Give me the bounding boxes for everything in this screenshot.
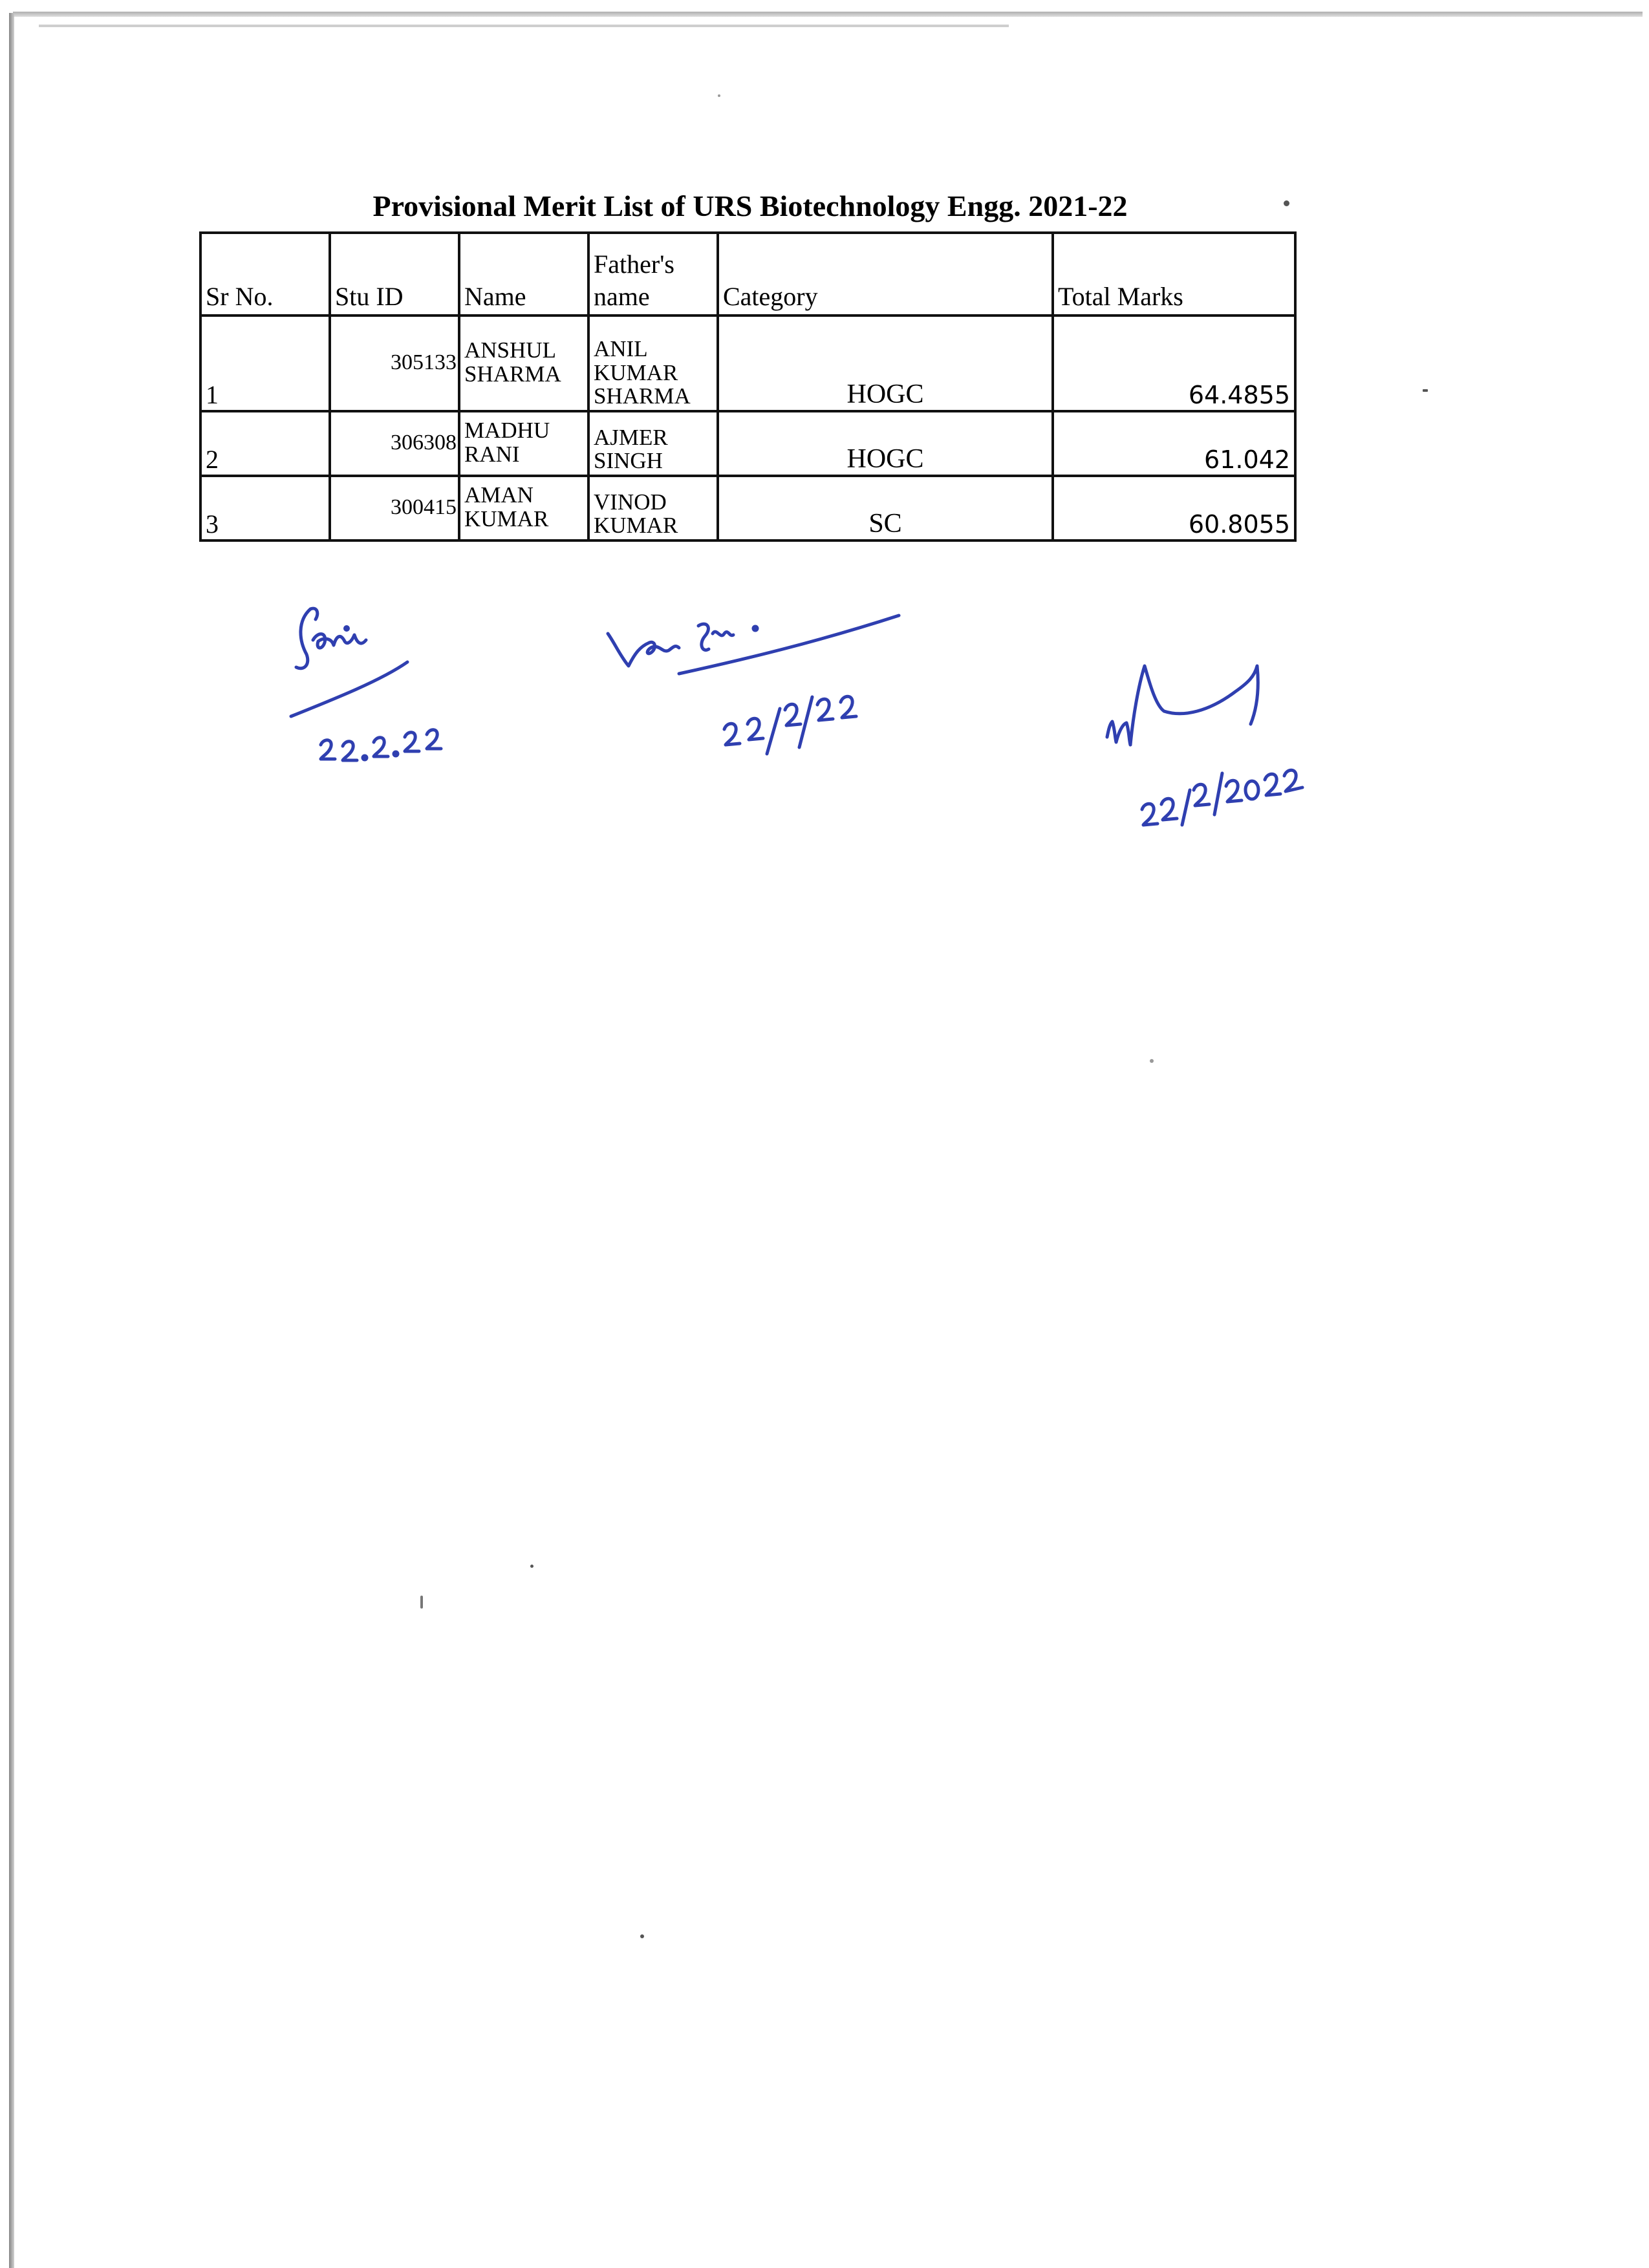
signature-3-drawing (1093, 640, 1352, 834)
merit-list-table (199, 231, 1297, 542)
signature-3 (1093, 640, 1352, 834)
cell-sr-no: 2 (200, 411, 330, 476)
cell-name-line: MADHU (464, 418, 550, 444)
cell-fathers-name (588, 476, 718, 540)
cell-name-line: KUMAR (464, 506, 549, 531)
signature-2 (601, 595, 905, 763)
header-sr-no: Sr No. (200, 233, 330, 316)
cell-name (459, 476, 588, 540)
cell-fathers-name (588, 316, 718, 411)
signature-1-drawing (285, 595, 479, 789)
cell-fathers-name-line: KUMAR (594, 359, 678, 385)
table-row (200, 316, 1295, 411)
scan-speck (1423, 389, 1428, 392)
scan-speck (640, 1934, 644, 1938)
cell-category: HOGC (718, 316, 1053, 411)
cell-stu-id: 305133 (330, 316, 459, 411)
cell-name-line: ANSHUL (464, 337, 556, 363)
header-fathers-name-line2: name (594, 282, 650, 311)
cell-name-line: SHARMA (464, 361, 561, 387)
cell-stu-id: 300415 (330, 476, 459, 540)
table-row (200, 476, 1295, 540)
cell-name-line: RANI (464, 442, 520, 467)
cell-fathers-name-line: VINOD (594, 489, 667, 515)
cell-total-marks: 60.8055 (1053, 476, 1295, 540)
cell-fathers-name-line: ANIL (594, 336, 648, 361)
header-total-marks: Total Marks (1053, 233, 1295, 316)
scan-edge-top (13, 12, 1643, 17)
scan-speck (420, 1596, 423, 1609)
cell-category: SC (718, 476, 1053, 540)
cell-sr-no: 1 (200, 316, 330, 411)
signature-2-drawing (601, 595, 905, 763)
signature-1 (285, 595, 479, 789)
scan-speck (530, 1565, 534, 1568)
cell-fathers-name-line: SHARMA (594, 383, 691, 409)
table-header-row (200, 233, 1295, 316)
cell-total-marks: 64.4855 (1053, 316, 1295, 411)
scan-speck (1150, 1059, 1154, 1063)
header-category: Category (718, 233, 1053, 316)
scan-edge-line (39, 25, 1009, 27)
cell-fathers-name-line: AJMER (594, 424, 668, 450)
cell-fathers-name-line: SINGH (594, 448, 663, 474)
cell-name (459, 316, 588, 411)
cell-stu-id: 306308 (330, 411, 459, 476)
cell-fathers-name-line: KUMAR (594, 513, 678, 539)
cell-name (459, 411, 588, 476)
cell-total-marks: 61.042 (1053, 411, 1295, 476)
header-name: Name (459, 233, 588, 316)
header-fathers-name-line1: Father's (594, 250, 674, 279)
cell-fathers-name (588, 411, 718, 476)
scan-speck (718, 94, 720, 97)
header-fathers-name (588, 233, 718, 316)
cell-category: HOGC (718, 411, 1053, 476)
header-stu-id: Stu ID (330, 233, 459, 316)
cell-name-line: AMAN (464, 482, 534, 508)
page-title: Provisional Merit List of URS Biotechnology Engg. 2021-22 (372, 189, 1128, 222)
cell-sr-no: 3 (200, 476, 330, 540)
table-row (200, 411, 1295, 476)
scan-edge-left (9, 13, 14, 2268)
